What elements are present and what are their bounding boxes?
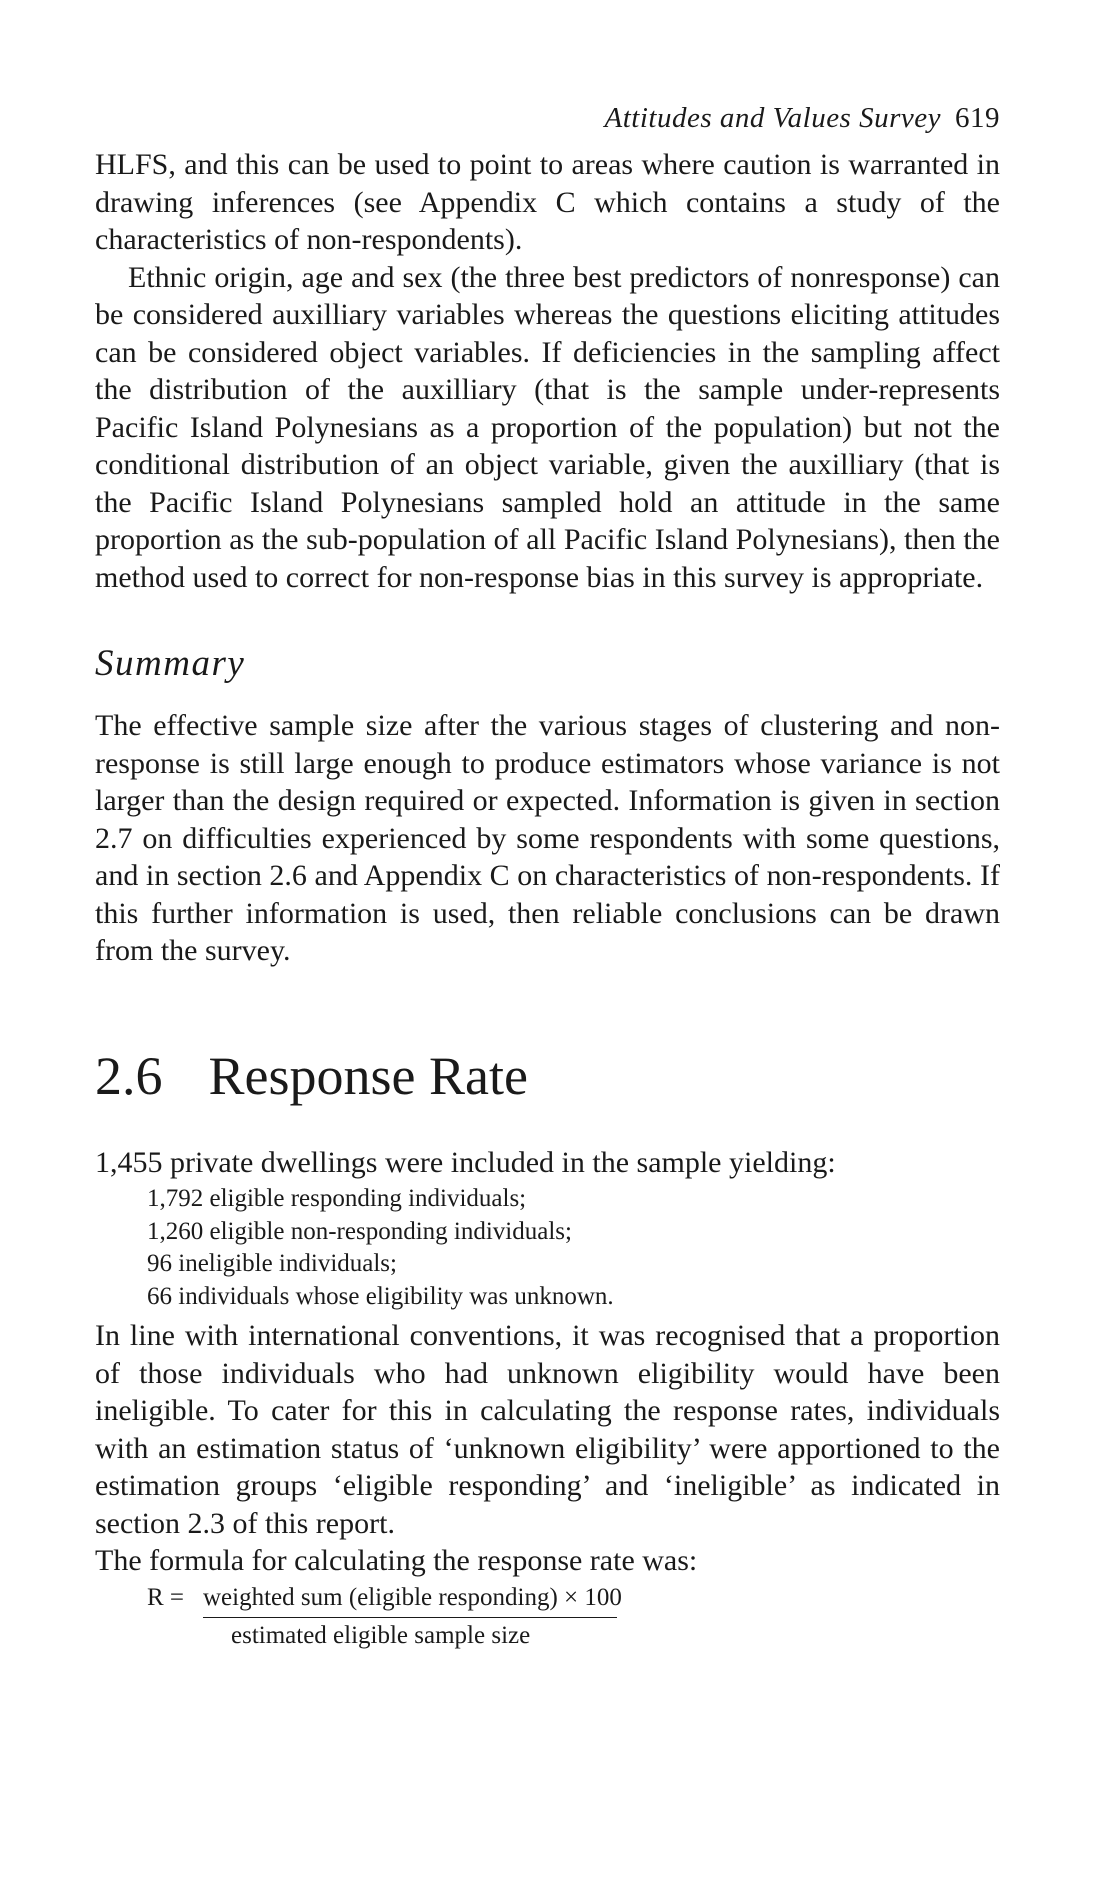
summary-heading: Summary (95, 643, 246, 684)
formula-intro: The formula for calculating the response rate was: (95, 1544, 698, 1577)
sample-yield-list (147, 1183, 1000, 1313)
running-head-title: Attitudes and Values Survey (604, 102, 941, 134)
response-rate-intro: 1,455 private dwellings were included in the sample yielding: (95, 1145, 836, 1179)
response-rate-formula (95, 1584, 1000, 1664)
fraction-bar (203, 1617, 617, 1618)
section-title: Response Rate (208, 1045, 528, 1106)
page (95, 100, 1000, 1664)
formula-lhs: R = (147, 1583, 185, 1611)
list-item: 1,792 eligible responding individuals; (147, 1185, 527, 1212)
formula-denominator: estimated eligible sample size (231, 1621, 531, 1649)
paragraph-hlfs: HLFS, and this can be used to point to areas where caution is warranted in drawing inferences (see Appendix C which contains a study of the characteristics of non-respondents). (95, 148, 1000, 256)
summary-paragraph: The effective sample size after the various stages of clustering and non-response is still large enough to produce estimators whose variance is not larger than the design required or expected. Information is given in section 2.7 on difficulties experienced by some respondents with some questions, and in section 2.6 and Appendix C on characteristics of non-respondents. If this further information is used, then reliable conclusions can be drawn from the survey. (95, 709, 1000, 967)
list-item: 96 ineligible individuals; (147, 1250, 397, 1277)
running-head (95, 100, 1000, 136)
formula-numerator: weighted sum (eligible responding) × 100 (203, 1583, 622, 1611)
list-item: 66 individuals whose eligibility was unknown. (147, 1282, 614, 1310)
section-number: 2.6 (95, 1045, 163, 1106)
page-number: 619 (955, 102, 1000, 134)
paragraph-ethnic-origin: Ethnic origin, age and sex (the three best predictors of nonresponse) can be considered auxilliary variables whereas the questions eliciting attitudes can be considered object variables. If deficiencies in the sampling affect the distribution of the auxilliary (that is the sample under-represents Pacific Island Polynesians as a proportion of the population) but not the conditional distribution of an object variable, given the auxilliary (that is the Pacific Island Polynesians sampled hold an attitude in the same proportion as the sub-population of all Pacific Island Polynesians), then the method used to correct for non-response bias in this survey is appropriate. (95, 260, 1000, 594)
list-item: 1,260 eligible non-responding individuals; (147, 1217, 572, 1245)
conventions-paragraph: In line with international conventions, it was recognised that a proportion of those individuals who had unknown eligibility would have been ineligible. To cater for this in calculating the response rates, individuals with an estimation status of ‘unknown eligibility’ were apportioned to the estimation groups ‘eligible responding’ and ‘ineligible’ as indicated in section 2.3 of this report. (95, 1319, 1000, 1540)
section-heading-response-rate (95, 1046, 1000, 1106)
